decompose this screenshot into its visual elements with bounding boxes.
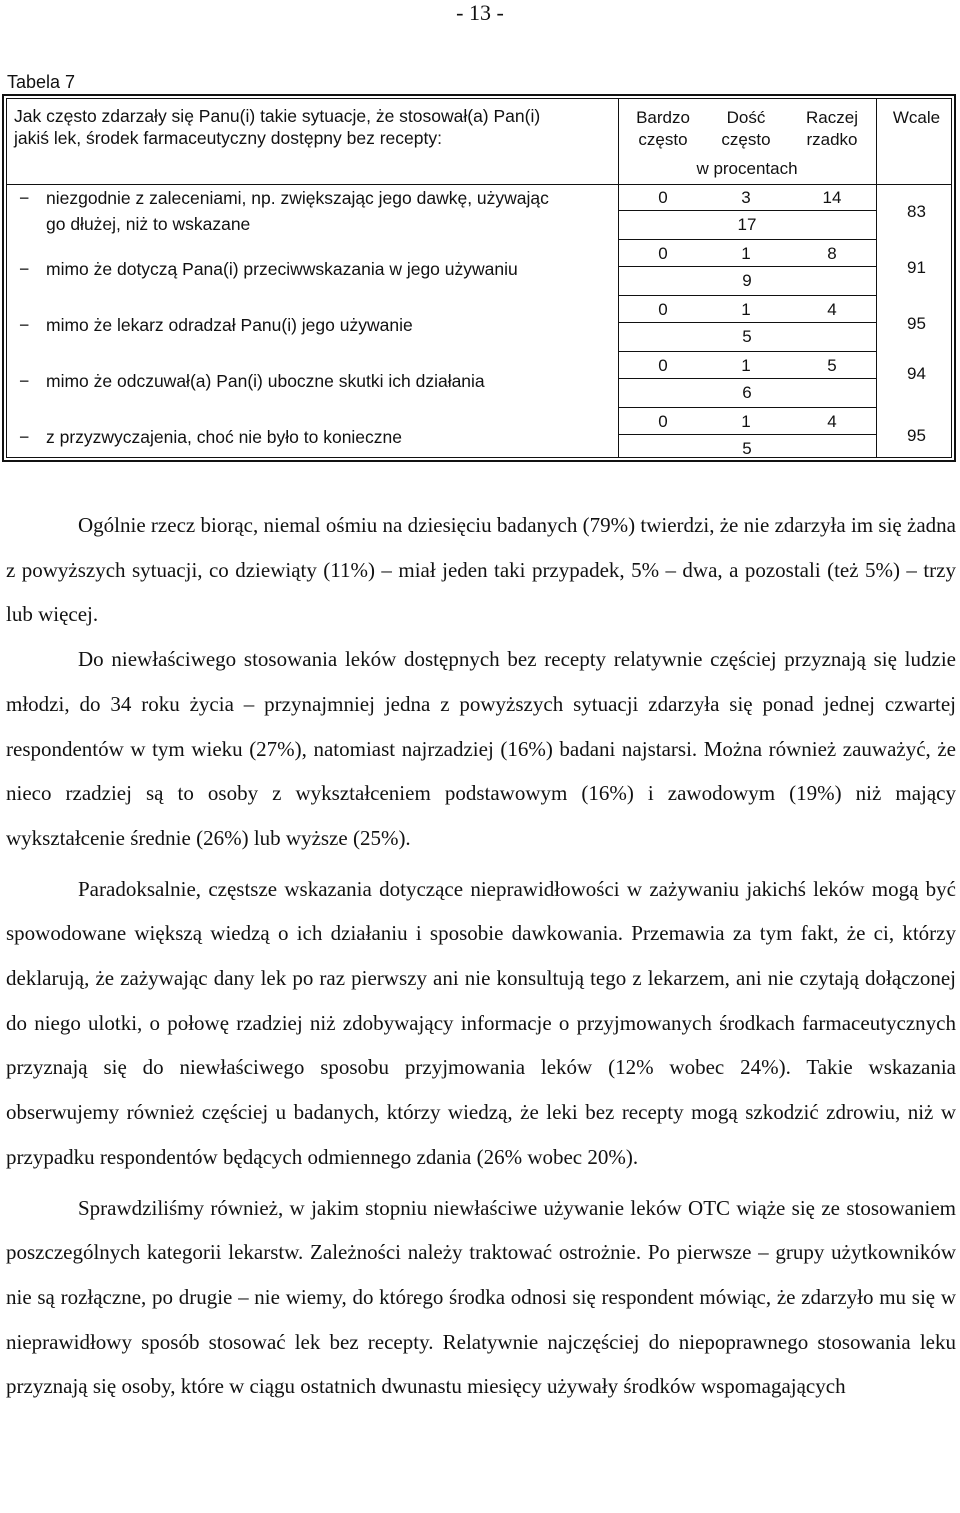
value-sum: 6: [742, 383, 752, 402]
survey-table-inner: [6, 98, 952, 458]
value-wcale: 83: [907, 202, 926, 221]
table-row-label: − mimo że lekarz odradzał Panu(i) jego używanie: [19, 315, 413, 335]
value-wcale: 95: [907, 426, 926, 445]
sum-divider: [618, 266, 876, 267]
row-divider: [618, 351, 876, 352]
question-line: jakiś lek, środek farmaceutyczny dostępny bez recepty:: [14, 128, 442, 148]
value-raczej-rzadko: 5: [827, 356, 837, 375]
col-header-wcale: Wcale: [892, 108, 941, 127]
value-bardzo-czesto: 0: [658, 188, 668, 207]
value-bardzo-czesto: 0: [658, 412, 668, 431]
sum-divider: [618, 434, 876, 435]
table-row-label: − niezgodnie z zaleceniami, np. zwiększając jego dawkę, używając go dłużej, niż to wskazane: [19, 188, 549, 234]
col-header-bardzo-czesto: Bardzo często: [636, 108, 690, 149]
table-row-label: − mimo że odczuwał(a) Pan(i) uboczne skutki ich działania: [19, 371, 485, 391]
table-row-label: − z przyzwyczajenia, choć nie było to konieczne: [19, 427, 403, 447]
paragraph: Ogólnie rzecz biorąc, niemal ośmiu na dziesięciu badanych (79%) twierdzi, że nie zdarzyła im się żadna z powyższych sytuacji, co dziewiąty (11%) – miał jeden taki przypadek, 5% – dwa, a pozostali (też 5%) – trzy lub więcej.: [6, 513, 956, 627]
value-dosc-czesto: 1: [741, 244, 751, 263]
sum-divider: [618, 378, 876, 379]
value-sum: 5: [742, 327, 752, 346]
value-bardzo-czesto: 0: [658, 356, 668, 375]
value-dosc-czesto: 1: [741, 412, 751, 431]
value-sum: 5: [742, 439, 752, 458]
value-raczej-rzadko: 8: [827, 244, 837, 263]
row-divider: [618, 239, 876, 240]
value-dosc-czesto: 1: [741, 300, 751, 319]
value-raczej-rzadko: 4: [827, 412, 837, 431]
col-header-raczej-rzadko: Raczej rzadko: [806, 108, 858, 149]
value-wcale: 94: [907, 364, 926, 383]
paragraph: Paradoksalnie, częstsze wskazania dotyczące nieprawidłowości w zażywaniu jakichś leków mogą być spowodowane większą wiedzą o ich działaniu i sposobie dawkowania. Przemawia za tym fakt, że ci, którzy deklarują, że zażywając dany lek po raz pierwszy ani nie konsultują tego z lekarzem, ani nie czytają dołączonej do niego ulotki, o połowę rzadziej niż zdobywający informacje o przyjmowanych środkach farmaceutycznych przyznają się do niewłaściwego sposobu przyjmowania leków (12% wobec 24%). Takie wskazania obserwujemy również częściej u badanych, którzy wiedzą, że leki bez recepty mogą szkodzić zdrowiu, niż w przypadku respondentów będących odmiennego zdania (26% wobec 20%).: [6, 876, 956, 1169]
paragraph: Sprawdziliśmy również, w jakim stopniu niewłaściwe używanie leków OTC wiąże się ze stosowaniem poszczególnych kategorii lekarstw. Zależności należy traktować ostrożnie. Po pierwsze – grupy użytkowników nie są rozłączne, po drugie – nie wiemy, do którego środka odnosi się respondent mówiąc, że zdarzyło mu się w nieprawidłowy sposób stosować lek bez recepty. Relatywnie najczęściej do niepoprawnego stosowania leku przyznają się osoby, które w ciągu ostatnich dwunastu miesięcy używały środków wspomagających: [6, 1195, 956, 1399]
sum-divider: [618, 210, 876, 211]
value-sum: 17: [737, 215, 757, 234]
table-row-label: − mimo że dotyczą Pana(i) przeciwwskazania w jego używaniu: [19, 259, 518, 279]
value-wcale: 91: [907, 258, 926, 277]
unit-label: w procentach: [696, 159, 798, 178]
table-caption: Tabela 7: [7, 72, 76, 92]
row-divider: [618, 295, 876, 296]
paragraph: Do niewłaściwego stosowania leków dostępnych bez recepty relatywnie częściej przyznają się ludzie młodzi, do 34 roku życia – przynajmniej jedna z powyższych sytuacji zdarzyła się ponad jednej czwartej respondentów w tym wieku (27%), natomiast najrzadziej (16%) badani najstarsi. Można również zauważyć, że nieco rzadziej są to osoby z wykształceniem podstawowym (16%) i zawodowym (19%) niż mający wykształcenie średnie (26%) lub wyższe (25%).: [6, 647, 956, 850]
value-bardzo-czesto: 0: [658, 244, 668, 263]
page-number: - 13 -: [456, 0, 504, 25]
value-raczej-rzadko: 14: [822, 188, 842, 207]
body-text: [6, 503, 956, 1409]
value-sum: 9: [742, 271, 752, 290]
value-wcale: 95: [907, 314, 926, 333]
survey-table: [2, 94, 956, 462]
value-dosc-czesto: 1: [741, 356, 751, 375]
value-dosc-czesto: 3: [741, 188, 751, 207]
question-text: [14, 105, 540, 149]
sum-divider: [618, 322, 876, 323]
col-header-dosc-czesto: Dość często: [721, 108, 771, 149]
question-line: Jak często zdarzały się Panu(i) takie sytuacje, że stosował(a) Pan(i): [14, 106, 541, 126]
row-divider: [618, 407, 876, 408]
value-raczej-rzadko: 4: [827, 300, 837, 319]
value-bardzo-czesto: 0: [658, 300, 668, 319]
